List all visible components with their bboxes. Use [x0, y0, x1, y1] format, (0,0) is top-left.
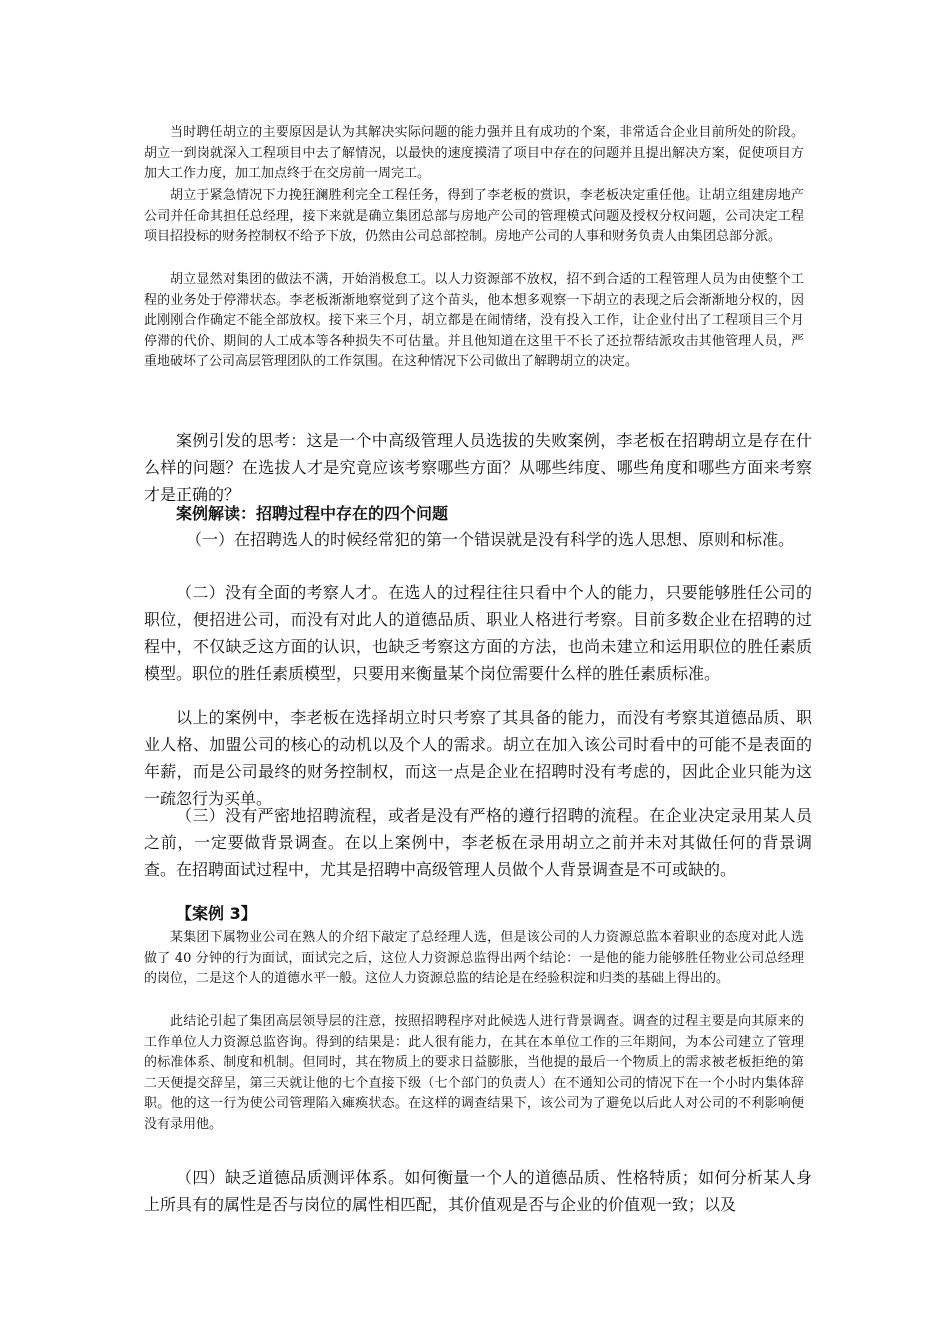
case-paragraph-hiring-reason: 当时聘任胡立的主要原因是认为其解决实际问题的能力强并且有成功的个案，非常适合企业目前所处的阶段。胡立一到岗就深入工程项目中去了解情况，以最快的速度摸清了项目中存在的问题并且提出解决方案，促使项目方加大工作力度，加工加点终于在交房前一周完工。 — [144, 125, 804, 181]
analysis-heading: 案例解读：招聘过程中存在的四个问题 — [176, 504, 449, 523]
point-four: （四）缺乏道德品质测评体系。如何衡量一个人的道德品质、性格特质；如何分析某人身上所具有的属性是否与岗位的属性相匹配，其价值观是否与企业的价值观一致；以及 — [144, 1168, 812, 1214]
case3-title: 【案例 3】 — [176, 904, 257, 923]
case-paragraph-promotion: 胡立于紧急情况下力挽狂澜胜利完全工程任务，得到了李老板的赏识，李老板决定重任他。让胡立组建房地产公司并任命其担任总经理，接下来就是确立集团总部与房地产公司的管理模式问题及授权分权问题，公司决定工程项目招投标的财务控制权不给予下放，仍然由公司总部控制。房地产公司的人事和财务负责人由集团总部分派。 — [144, 188, 804, 244]
point-two-example: 以上的案例中，李老板在选择胡立时只考察了其具备的能力，而没有考察其道德品质、职业人格、加盟公司的核心的动机以及个人的需求。胡立在加入该公司时看中的可能不是表面的年薪，而是公司最终的财务控制权，而这一点是企业在招聘时没有考虑的，因此企业只能为这一疏忽行为买单。 — [144, 708, 812, 808]
case3-paragraph-interview: 某集团下属物业公司在熟人的介绍下敲定了总经理人选，但是该公司的人力资源总监本着职业的态度对此人选做了 40 分钟的行为面试，面试完之后，这位人力资源总监得出两个结论：一是他的能力能够胜任物业公司总经理的岗位，二是这个人的道德水平一般。这位人力资源总监的结论是在经验积淀和归类的基础上得出的。 — [144, 930, 804, 986]
reflection-paragraph: 案例引发的思考：这是一个中高级管理人员选拔的失败案例，李老板在招聘胡立是存在什么样的问题？在选拔人才是究竟应该考察哪些方面？从哪些纬度、哪些角度和哪些方面来考察才是正确的？ — [144, 431, 812, 504]
point-three: （三）没有严密地招聘流程，或者是没有严格的遵行招聘的流程。在企业决定录用某人员之前，一定要做背景调查。在以上案例中，李老板在录用胡立之前并未对其做任何的背景调查。在招聘面试过程中，尤其是招聘中高级管理人员做个人背景调查是不可或缺的。 — [144, 806, 812, 879]
case-paragraph-dismissal: 胡立显然对集团的做法不满，开始消极怠工。以人力资源部不放权，招不到合适的工程管理人员为由使整个工程的业务处于停滞状态。李老板渐渐地察觉到了这个苗头，他本想多观察一下胡立的表现之后会渐渐地分权的，因此刚刚合作确定不能全部放权。接下来三个月，胡立都是在闹情绪，没有投入工作，让企业付出了工程项目三个月停滞的代价、期间的人工成本等各种损失不可估量。并且他知道在这里干不长了还拉帮结派攻击其他管理人员，严重地破坏了公司高层管理团队的工作氛围。在这种情况下公司做出了解聘胡立的决定。 — [144, 272, 804, 369]
case3-paragraph-background-check: 此结论引起了集团高层领导层的注意，按照招聘程序对此候选人进行背景调查。调查的过程主要是向其原来的工作单位人力资源总监咨询。得到的结果是：此人很有能力，在其在本单位工作的三年期间，为本公司建立了管理的标准体系、制度和机制。但同时，其在物质上的要求日益膨胀，当他提的最后一个物质上的需求被老板拒绝的第二天便提交辞呈，第三天就让他的七个直接下级（七个部门的负责人）在不通知公司的情况下在一个小时内集体辞职。他的这一行为使公司管理陷入瘫痪状态。在这样的调查结果下，该公司为了避免以后此人对公司的不利影响便没有录用他。 — [144, 1014, 804, 1132]
point-one: （一）在招聘选人的时候经常犯的第一个错误就是没有科学的选人思想、原则和标准。 — [186, 530, 795, 549]
point-two: （二）没有全面的考察人才。在选人的过程往往只看中个人的能力，只要能够胜任公司的职位，便招进公司，而没有对此人的道德品质、职业人格进行考察。目前多数企业在招聘的过程中，不仅缺乏这方面的认识，也缺乏考察这方面的方法，也尚未建立和运用职位的胜任素质模型。职位的胜任素质模型，只要用来衡量某个岗位需要什么样的胜任素质标准。 — [144, 583, 812, 683]
